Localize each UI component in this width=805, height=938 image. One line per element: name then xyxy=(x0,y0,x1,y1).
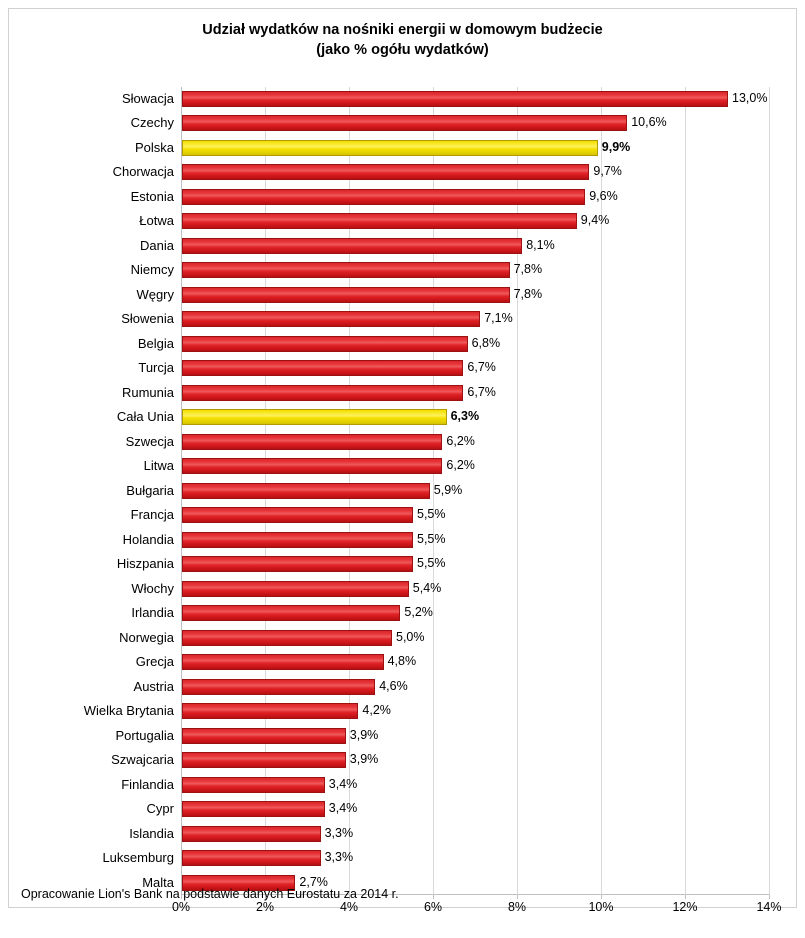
x-tick-mark xyxy=(685,895,686,899)
x-tick-label: 12% xyxy=(672,900,698,914)
bar-row xyxy=(122,528,769,552)
category-label: Łotwa xyxy=(139,213,174,229)
bar xyxy=(182,581,409,597)
bar-row xyxy=(134,136,769,160)
bar xyxy=(182,556,413,572)
bar xyxy=(182,777,325,793)
value-label: 9,9% xyxy=(601,139,631,154)
category-label: Islandia xyxy=(129,825,174,841)
category-label: Szwajcaria xyxy=(111,752,174,768)
category-label: Bułgaria xyxy=(126,482,174,498)
value-label: 5,4% xyxy=(412,580,442,595)
bar-row xyxy=(143,454,769,478)
x-tick-label: 0% xyxy=(171,900,191,914)
bar-row xyxy=(121,381,769,405)
value-label: 8,1% xyxy=(526,237,555,252)
x-tick-label: 6% xyxy=(423,900,443,914)
category-label: Portugalia xyxy=(115,727,174,743)
value-label: 6,7% xyxy=(467,360,496,375)
x-tick-label: 14% xyxy=(756,900,782,914)
category-label: Cała Unia xyxy=(116,409,174,425)
bar xyxy=(182,507,413,523)
bar xyxy=(182,287,510,303)
bar-row xyxy=(121,87,769,111)
category-label: Finlandia xyxy=(121,776,174,792)
bar xyxy=(182,434,442,450)
value-label: 3,4% xyxy=(328,776,358,791)
value-label: 7,8% xyxy=(513,262,543,277)
value-label: 6,8% xyxy=(471,335,501,350)
category-label: Niemcy xyxy=(130,262,174,278)
value-label: 9,4% xyxy=(580,213,610,228)
category-label: Polska xyxy=(134,139,174,155)
category-label: Dania xyxy=(140,237,174,253)
bar xyxy=(182,703,358,719)
value-label: 7,1% xyxy=(484,311,513,326)
value-label: 6,3% xyxy=(450,409,480,424)
category-label: Norwegia xyxy=(119,629,174,645)
x-tick-mark xyxy=(601,895,602,899)
bar xyxy=(182,189,585,205)
bar xyxy=(182,850,321,866)
bar xyxy=(182,679,375,695)
x-tick-mark xyxy=(517,895,518,899)
bar-row xyxy=(116,405,769,429)
category-label: Austria xyxy=(133,678,174,694)
category-label: Węgry xyxy=(136,286,174,302)
category-label: Słowenia xyxy=(121,311,174,327)
value-label: 10,6% xyxy=(631,115,667,130)
bar-row xyxy=(131,601,769,625)
bar xyxy=(182,532,413,548)
bar xyxy=(182,630,392,646)
bar-row xyxy=(146,797,769,821)
x-tick-label: 8% xyxy=(507,900,527,914)
bar xyxy=(182,360,463,376)
value-label: 5,5% xyxy=(417,507,446,522)
bar-row xyxy=(131,577,769,601)
value-label: 5,5% xyxy=(417,531,446,546)
bar-row xyxy=(136,283,769,307)
category-label: Czechy xyxy=(130,115,174,131)
value-label: 4,8% xyxy=(387,654,417,669)
x-tick-label: 4% xyxy=(339,900,359,914)
category-label: Estonia xyxy=(130,188,174,204)
bar xyxy=(182,91,728,107)
value-label: 5,9% xyxy=(433,482,463,497)
bar-row xyxy=(129,822,769,846)
value-label: 5,5% xyxy=(417,556,446,571)
chart-title xyxy=(9,21,796,60)
category-label: Szwecja xyxy=(125,433,174,449)
value-label: 5,0% xyxy=(396,629,425,644)
footnote: Opracowanie Lion's Bank na podstawie danych Eurostatu za 2014 r. xyxy=(21,887,399,901)
bar xyxy=(182,115,627,131)
bar xyxy=(182,605,400,621)
category-label: Litwa xyxy=(143,458,174,474)
value-label: 3,3% xyxy=(324,825,354,840)
bar-row xyxy=(138,356,769,380)
bar xyxy=(182,483,430,499)
bar-row xyxy=(121,307,769,331)
value-label: 9,7% xyxy=(593,164,622,179)
bar xyxy=(182,311,480,327)
value-label: 13,0% xyxy=(732,91,768,105)
x-tick-label: 10% xyxy=(588,900,614,914)
bar-row xyxy=(102,846,769,870)
value-label: 4,2% xyxy=(362,703,391,718)
category-label: Francja xyxy=(130,507,174,523)
gridline xyxy=(769,87,770,895)
category-label: Luksemburg xyxy=(102,850,174,866)
category-label: Rumunia xyxy=(121,384,174,400)
bar xyxy=(182,336,468,352)
bar xyxy=(182,238,522,254)
bar xyxy=(182,654,384,670)
x-tick-mark xyxy=(769,895,770,899)
value-label: 4,6% xyxy=(379,678,408,693)
value-label: 5,2% xyxy=(404,605,433,620)
bar-row xyxy=(140,234,769,258)
bar-row xyxy=(135,650,769,674)
category-label: Grecja xyxy=(135,654,174,670)
bar-row xyxy=(130,503,769,527)
value-label: 6,2% xyxy=(446,458,475,473)
bar-row xyxy=(130,111,769,135)
category-label: Hiszpania xyxy=(116,556,174,572)
bar xyxy=(182,262,510,278)
bar-row xyxy=(130,185,769,209)
bar-row xyxy=(137,332,769,356)
bar-row xyxy=(112,160,769,184)
category-label: Holandia xyxy=(122,531,174,547)
value-label: 3,3% xyxy=(324,850,354,865)
category-label: Turcja xyxy=(138,360,174,376)
bar xyxy=(182,458,442,474)
value-label: 3,4% xyxy=(328,801,358,816)
bar xyxy=(182,409,447,425)
bar-row xyxy=(125,430,769,454)
bar-row xyxy=(139,209,769,233)
bar xyxy=(182,826,321,842)
bar-row xyxy=(121,773,769,797)
bar xyxy=(182,140,598,156)
category-label: Chorwacja xyxy=(112,164,174,180)
value-label: 2,7% xyxy=(299,874,328,889)
category-label: Irlandia xyxy=(131,605,174,621)
value-label: 3,9% xyxy=(349,727,379,742)
chart-subtitle: (jako % ogółu wydatków) xyxy=(316,41,489,58)
value-label: 6,7% xyxy=(467,384,496,399)
bar-row xyxy=(115,724,769,748)
bar-row xyxy=(83,699,769,723)
bar xyxy=(182,801,325,817)
bar xyxy=(182,385,463,401)
chart-container xyxy=(8,8,797,914)
value-label: 7,8% xyxy=(513,286,543,301)
x-tick-mark xyxy=(433,895,434,899)
value-label: 3,9% xyxy=(349,752,379,767)
bar xyxy=(182,728,346,744)
category-label: Słowacja xyxy=(121,91,174,106)
category-label: Malta xyxy=(142,874,174,890)
bar xyxy=(182,752,346,768)
value-label: 9,6% xyxy=(589,188,618,203)
bar-row xyxy=(116,552,769,576)
bar xyxy=(182,164,589,180)
value-label: 6,2% xyxy=(446,433,475,448)
category-label: Cypr xyxy=(146,801,174,817)
category-label: Włochy xyxy=(131,580,174,596)
bar-row xyxy=(130,258,769,282)
bar-row xyxy=(133,675,769,699)
chart-title-line1: Udział wydatków na nośniki energii w domowym budżecie xyxy=(202,22,603,38)
bar-row xyxy=(119,626,769,650)
bar-row xyxy=(111,748,769,772)
category-label: Belgia xyxy=(137,335,174,351)
bar xyxy=(182,213,577,229)
bar-row xyxy=(126,479,769,503)
category-label: Wielka Brytania xyxy=(83,703,174,719)
x-tick-label: 2% xyxy=(255,900,275,914)
